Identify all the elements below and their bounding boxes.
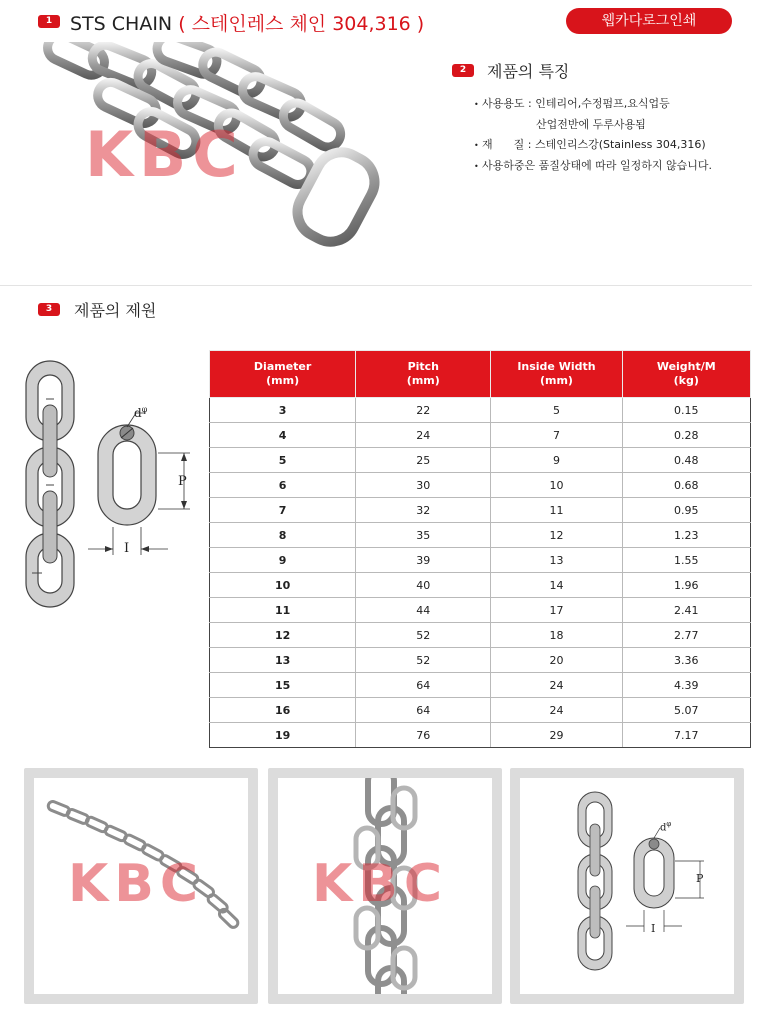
watermark-text: KBC (68, 854, 205, 914)
table-cell: 39 (356, 548, 491, 573)
table-cell: 9 (491, 448, 622, 473)
table-cell: 0.48 (622, 448, 750, 473)
photo-card-chain-length (24, 768, 258, 1004)
table-cell: 17 (491, 598, 622, 623)
table-cell: 7.17 (622, 723, 750, 748)
list-item-continuation: 산업전반에 두루사용됨 (536, 118, 646, 131)
spec-table-body (210, 398, 751, 748)
table-cell: 5 (210, 448, 356, 473)
table-cell: 0.28 (622, 423, 750, 448)
table-cell: 7 (491, 423, 622, 448)
table-row (210, 523, 751, 548)
table-cell: 0.95 (622, 498, 750, 523)
list-item: • 사용용도 : 인테리어,수정펌프,요식업등 (474, 97, 670, 110)
spec-table (209, 350, 751, 748)
table-row (210, 398, 751, 423)
table-cell: 3 (210, 398, 356, 423)
diameter-label: $d^\varphi$ (660, 820, 672, 834)
chain-diagram-small (520, 778, 734, 994)
table-row (210, 548, 751, 573)
table-cell: 32 (356, 498, 491, 523)
table-row (210, 673, 751, 698)
table-cell: 2.41 (622, 598, 750, 623)
diameter-label: $d^\varphi$ (134, 405, 148, 420)
table-cell: 11 (491, 498, 622, 523)
table-cell: 16 (210, 698, 356, 723)
table-header-row (210, 351, 751, 398)
column-header: Pitch (mm) (356, 351, 491, 398)
table-cell: 35 (356, 523, 491, 548)
column-header: Inside Width (mm) (491, 351, 622, 398)
web-catalog-print-button[interactable]: 웹카다로그인쇄 (566, 8, 732, 34)
table-cell: 24 (356, 423, 491, 448)
table-cell: 4.39 (622, 673, 750, 698)
table-cell: 20 (491, 648, 622, 673)
table-cell: 5.07 (622, 698, 750, 723)
table-row (210, 623, 751, 648)
table-cell: 1.23 (622, 523, 750, 548)
table-cell: 0.15 (622, 398, 750, 423)
table-cell: 3.36 (622, 648, 750, 673)
table-row (210, 573, 751, 598)
features-list (474, 94, 712, 177)
section-number-badge: 2 (452, 64, 474, 77)
table-row (210, 723, 751, 748)
table-cell: 6 (210, 473, 356, 498)
table-cell: 76 (356, 723, 491, 748)
table-cell: 9 (210, 548, 356, 573)
inside-width-label: I (124, 541, 130, 556)
column-header: Weight/M (kg) (622, 351, 750, 398)
table-cell: 19 (210, 723, 356, 748)
table-cell: 24 (491, 673, 622, 698)
table-cell: 64 (356, 673, 491, 698)
inside-width-label: I (651, 922, 656, 935)
table-cell: 13 (491, 548, 622, 573)
product-subtitle: ( 스테인레스 체인 304,316 ) (178, 13, 425, 35)
table-cell: 18 (491, 623, 622, 648)
specs-section-title: 제품의 제원 (74, 301, 157, 320)
table-cell: 12 (491, 523, 622, 548)
page-title (70, 9, 424, 36)
pitch-label: P (178, 474, 187, 489)
table-cell: 5 (491, 398, 622, 423)
table-row (210, 448, 751, 473)
list-item: • 사용하중은 품질상태에 따라 일정하지 않습니다. (474, 159, 713, 172)
table-cell: 1.55 (622, 548, 750, 573)
table-cell: 0.68 (622, 473, 750, 498)
table-row (210, 498, 751, 523)
table-cell: 15 (210, 673, 356, 698)
table-cell: 24 (491, 698, 622, 723)
table-row (210, 648, 751, 673)
features-section-title: 제품의 특징 (487, 62, 570, 81)
table-cell: 10 (491, 473, 622, 498)
table-cell: 13 (210, 648, 356, 673)
table-cell: 7 (210, 498, 356, 523)
chain-dimension-diagram (18, 355, 198, 615)
section-divider (0, 285, 752, 286)
table-row (210, 473, 751, 498)
table-cell: 25 (356, 448, 491, 473)
pitch-label: P (696, 872, 704, 885)
table-cell: 12 (210, 623, 356, 648)
table-cell: 64 (356, 698, 491, 723)
table-cell: 44 (356, 598, 491, 623)
table-row (210, 598, 751, 623)
table-cell: 2.77 (622, 623, 750, 648)
table-cell: 22 (356, 398, 491, 423)
table-cell: 52 (356, 648, 491, 673)
table-cell: 52 (356, 623, 491, 648)
section-number-badge: 3 (38, 303, 60, 316)
photo-card-chain-closeup (268, 768, 502, 1004)
product-name: STS CHAIN (70, 13, 173, 35)
table-row (210, 423, 751, 448)
table-row (210, 698, 751, 723)
table-cell: 14 (491, 573, 622, 598)
section-number-badge: 1 (38, 15, 60, 28)
table-cell: 11 (210, 598, 356, 623)
table-cell: 30 (356, 473, 491, 498)
table-cell: 40 (356, 573, 491, 598)
list-item: • 재 질 : 스테인리스강(Stainless 304,316) (474, 138, 706, 151)
watermark-text: KBC (85, 118, 244, 191)
table-cell: 10 (210, 573, 356, 598)
watermark-text: KBC (312, 854, 449, 914)
table-cell: 8 (210, 523, 356, 548)
table-cell: 4 (210, 423, 356, 448)
photo-card-diagram (510, 768, 744, 1004)
table-cell: 29 (491, 723, 622, 748)
column-header: Diameter (mm) (210, 351, 356, 398)
table-cell: 1.96 (622, 573, 750, 598)
